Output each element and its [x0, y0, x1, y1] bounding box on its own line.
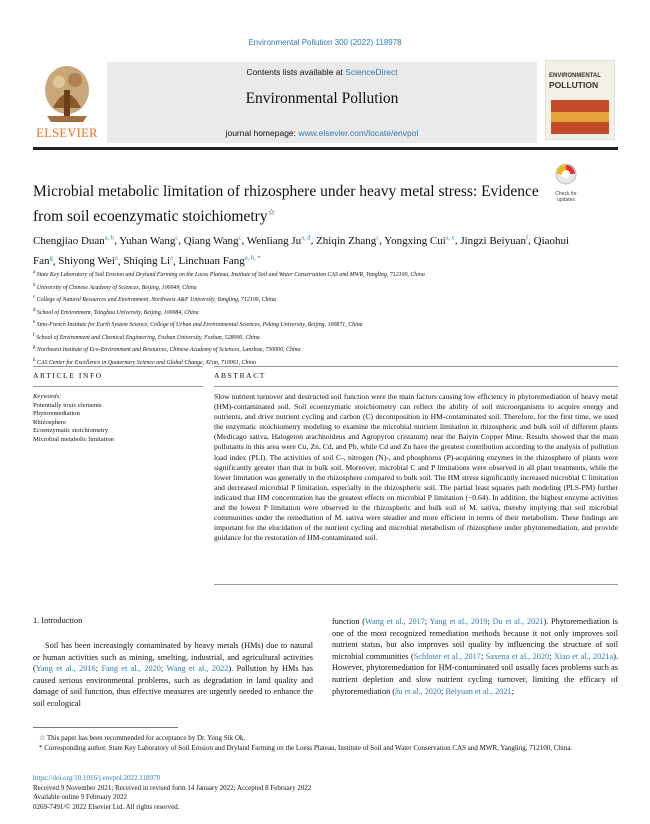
keywords-label: Keywords: — [33, 393, 62, 400]
affiliation-label: h — [33, 357, 36, 363]
body-text: ). However, phytoremediation for HM-contaminated soil usually faces problems such as nutrient depletion and slow nutrient cycling turnover, limiting the efficacy of phytoremediation ( — [332, 651, 619, 696]
author-name[interactable]: Yongxing Cui$^{a, e}$ — [384, 234, 455, 247]
citation-link[interactable]: Yang et al., 2016 — [35, 664, 96, 674]
author-affiliation-mark[interactable]: c — [238, 234, 242, 241]
body-text: Soil has been increasingly contaminated by heavy metals (HMs) due to natural or human activities such as mining, smelting, industrial, and agricultural activities ( — [33, 641, 313, 674]
affiliation-label: a — [33, 270, 36, 275]
journal-title: Environmental Pollution — [245, 90, 399, 107]
received-dates: Received 9 November 2021; Received in revised form 14 January 2022; Accepted 8 February 2022 — [33, 783, 312, 792]
journal-cover — [545, 60, 615, 140]
sciencedirect-link[interactable]: ScienceDirect — [345, 67, 398, 77]
body-text: ; — [549, 651, 554, 661]
intro-column-right — [332, 616, 618, 697]
citation-link[interactable]: Du et al., 2021 — [492, 617, 544, 626]
abstract-end-divider — [214, 584, 618, 585]
title-footnote-mark[interactable]: ☆ — [267, 207, 276, 217]
check-for-updates-button[interactable] — [549, 162, 583, 203]
info-divider-2 — [33, 386, 203, 387]
article-history — [33, 774, 618, 812]
homepage-line — [107, 128, 537, 138]
affiliation — [33, 293, 623, 306]
author-affiliation-mark[interactable]: a — [170, 254, 173, 262]
footnotes — [33, 734, 618, 753]
affiliation — [33, 331, 623, 344]
body-text: ; — [160, 664, 167, 674]
body-text: ; — [441, 686, 446, 696]
affiliation-text: CAS Center for Excellence in Quaternary Science and Global Change, Xi'an, 710061, China — [35, 359, 256, 366]
affiliation-list — [33, 268, 623, 369]
affiliation-text: College of Natural Resources and Environment, Northwest A&F University, Yangling, 712100, China — [35, 297, 276, 304]
journal-reference[interactable]: Environmental Pollution 300 (2022) 118978 — [248, 38, 402, 47]
affiliation — [33, 306, 623, 319]
publisher-wordmark: ELSEVIER — [36, 126, 98, 140]
introduction-heading: 1. Introduction — [33, 616, 83, 625]
affiliation-text: Northwest Institute of Eco-Environment and Resources, Chinese Academy of Sciences, Lanzhou, 730000, China — [35, 347, 301, 354]
body-text: ; — [511, 686, 514, 696]
author-affiliation-mark[interactable]: c — [175, 234, 179, 241]
article-info-heading: ARTICLE INFO — [33, 371, 103, 380]
author-affiliation-mark[interactable]: a — [114, 254, 118, 262]
body-text: function ( — [332, 617, 366, 626]
author-name[interactable]: Shiyong Wei$^a$ — [58, 254, 118, 268]
available-online: Available online 9 February 2022 — [33, 793, 127, 801]
affiliation-text: State Key Laboratory of Soil Erosion and Dryland Farming on the Loess Plateau, Institute of Soil and Water Conservation CAS and MWR, Yangling, 712100, China — [35, 271, 425, 278]
citation-link[interactable]: Xiao et al., 2021a — [553, 651, 614, 661]
abstract-divider-2 — [214, 386, 618, 387]
author-affiliation-mark[interactable]: a, b — [104, 234, 115, 241]
homepage-link[interactable]: www.elsevier.com/locate/envpol — [298, 128, 419, 138]
affiliation — [33, 318, 623, 331]
crossmark-label-2: updates — [557, 197, 575, 203]
affiliation-text: School of Environment and Chemical Engineering, Foshan University, Foshan, 528000, China — [34, 334, 260, 341]
keywords-list — [33, 402, 203, 445]
intro-column-left — [33, 640, 313, 710]
citation-link[interactable]: Wang et al., 2022 — [166, 664, 229, 674]
author-affiliation-mark[interactable]: f — [526, 234, 529, 241]
article-title — [33, 182, 553, 227]
cover-title-line1: ENVIRONMENTAL — [549, 73, 601, 79]
affiliation-label: d — [33, 307, 36, 313]
article-title-text: Microbial metabolic limitation of rhizosphere under heavy metal stress: Evidence from soil ecoenzymatic stoichiometry — [33, 183, 539, 226]
body-text: ; — [424, 617, 430, 626]
affiliation-text: School of Environment, Tsinghua University, Beijing, 100084, China — [35, 309, 199, 316]
keyword: Phytoremediation — [33, 410, 80, 417]
author-affiliation-mark[interactable]: a, e — [445, 234, 455, 241]
affiliation-label: e — [33, 320, 36, 326]
citation-link[interactable]: Yang et al., 2019 — [429, 617, 488, 626]
footnote: ☆ This paper has been recommended for acceptance by Dr. Yong Sik Ok. — [39, 734, 246, 742]
affiliation — [33, 343, 623, 356]
author-name[interactable]: Qiaohui Fan$^g$ — [33, 234, 570, 268]
crossmark-icon — [549, 162, 583, 186]
affiliation — [33, 268, 623, 281]
keyword: Microbial metabolic limitation — [33, 435, 114, 443]
citation-link[interactable]: Beiyuan et al., 2021 — [445, 686, 512, 696]
affiliation-text: University of Chinese Academy of Sciences, Beijing, 100049, China — [35, 284, 197, 291]
affiliation — [33, 281, 623, 294]
copyright: 0269-7491/© 2022 Elsevier Ltd. All rights reserved. — [33, 802, 180, 811]
homepage-prefix: journal homepage: — [225, 128, 299, 138]
author-name[interactable]: Wenliang Ju$^{a, d}$ — [246, 234, 311, 247]
abstract-heading: ABSTRACT — [214, 371, 266, 380]
cover-title-line2: POLLUTION — [549, 80, 599, 90]
keyword: Potentially toxic elements — [33, 401, 102, 409]
header-rule — [33, 147, 618, 150]
keyword: Rhizosphere — [33, 418, 66, 426]
body-text: ; — [480, 651, 486, 661]
crossmark-label-1: Check for — [555, 191, 577, 197]
citation-link[interactable]: Wang et al., 2017 — [365, 617, 425, 626]
author-name[interactable]: Linchuan Fang$^{a, h, *}$ — [178, 254, 261, 268]
author-name[interactable]: Jingzi Beiyuan$^f$ — [460, 234, 529, 247]
elsevier-logo — [33, 60, 101, 140]
author-name[interactable]: Chengjiao Duan$^{a, b}$ — [33, 234, 115, 247]
keyword: Ecoenzymatic stoichiometry — [33, 427, 109, 434]
author-affiliation-mark[interactable]: c — [376, 234, 380, 241]
abstract-text: Slow nutrient turnover and destructed soil function were the main factors causing low efficiency in phytoremediation of heavy metal (HM)-contaminated soil. Soil ecoenzymatic stoichiometry can reflect the ability of soil microorganisms to acquire energy and nutrients, and drive nutrient cycling and carbon (C) decomposition in HM-contaminated soil. Therefore, for the first time, we used the enzymatic stoichiometry modeling to examine the microbial nutrient limitation in rhizospheric and bulk soil of different plants (Medicago sativa, Halogeton arachnoideus and Agropyron cristatum) near the Baiyin Copper Mine. Results showed that the main pollutants in this area were Cu, Zn, Cd, and Pb, while Cd and Zn have the greatest contribution according to the analysis of pollution load index (PLI). The activities of soil C-, nitrogen (N)-, and phosphorus (P)-acquiring enzymes in the rhizosphere of plants were significantly greater than that in bulk soil. Moreover, microbial C and P limitations were observed in all plant treatments, while the lower limitation was generally in the rhizosphere compared to bulk soil. The HM stress significantly increased microbial C limitation and decreased microbial P limitation, especially in the rhizospheric soil. The partial least squares path modeling (PLS-PM) further indicated that HM concentration has the greatest effects on microbial P limitation (−0.64). In addition, the highest enzyme activities and the lowest P limitation were observed in the rhizospheric and bulk soil of M. sativa, thereby implying that soil microbial communities under the remediation of M. sativa were steadier and more efficient in terms of their metabolism. These findings are important for the elucidation of the nutrient cycling and microbial metabolism of rhizosphere under phytoremediation, and provide guidance for the restoration of HM-contaminated soil. — [214, 392, 618, 543]
contents-prefix: Contents lists available at — [246, 67, 346, 77]
body-text: ; — [487, 617, 493, 626]
body-text: ). Pollution by HMs has caused serious environmental problems, such as degradation in land quality and damage of soil function, thus effective measures are urgently needed to enhance the soil ecological — [33, 664, 313, 708]
author-name[interactable]: Zhiqin Zhang$^c$ — [316, 234, 380, 247]
author-name[interactable]: Qiang Wang$^c$ — [183, 234, 242, 247]
citation-link[interactable]: Saxena et al., 2020 — [485, 651, 550, 661]
author-list: Chengjiao Duan$^{a, b}$, Yuhan Wang$^c$, Qiang Wang$^c$, Wenliang Ju$^{a, d}$, Zhiqin Zhang$^c$, Yongxing Cui$^{a, e}$, Jingzi Beiyuan$^f$, Qiaohui Fan$^g$, Shiyong Wei$^a$, Shiqing Li$^a$, Linchuan Fang$^{a, h, *}$ — [33, 234, 570, 268]
doi-link[interactable]: https://doi.org/10.1016/j.envpol.2022.118978 — [33, 774, 160, 782]
author-affiliation-mark[interactable]: g — [49, 254, 53, 262]
info-divider — [33, 366, 203, 367]
affiliation-label: g — [33, 345, 36, 351]
contents-line — [107, 67, 537, 77]
body-text: ). Phytoremediation is one of the most recognized remediation methods because it not only improves soil nutrient status, but also improves soil quality by influencing the structure of soil microbial communities ( — [332, 617, 618, 661]
author-affiliation-mark[interactable]: a, d — [301, 234, 311, 241]
keywords-block — [33, 393, 203, 444]
body-text: ; — [95, 664, 102, 674]
citation-link[interactable]: Schloter et al., 2017 — [413, 651, 481, 661]
footnote-rule — [33, 727, 178, 728]
citation-link[interactable]: Fang et al., 2020 — [101, 664, 161, 674]
affiliation-label: b — [33, 282, 36, 288]
abstract-divider — [214, 366, 618, 367]
affiliation-text: Sino-French Institute for Earth System Science, College of Urban and Environmental Sciences, Peking University, Beijing, 100871, China — [35, 322, 363, 329]
author-name[interactable]: Yuhan Wang$^c$ — [119, 234, 179, 247]
affiliation-label: f — [33, 332, 35, 338]
affiliation-label: c — [33, 295, 36, 301]
citation-link[interactable]: Ju et al., 2020 — [395, 686, 442, 696]
author-affiliation-mark[interactable]: a, h, * — [244, 254, 261, 262]
author-name[interactable]: Shiqing Li$^a$ — [123, 254, 173, 268]
footnote: * Corresponding author. State Key Laboratory of Soil Erosion and Dryland Farming on the Loess Plateau, Institute of Soil and Water Conservation CAS and MWR, Yangling, 712100, China. — [39, 743, 573, 752]
